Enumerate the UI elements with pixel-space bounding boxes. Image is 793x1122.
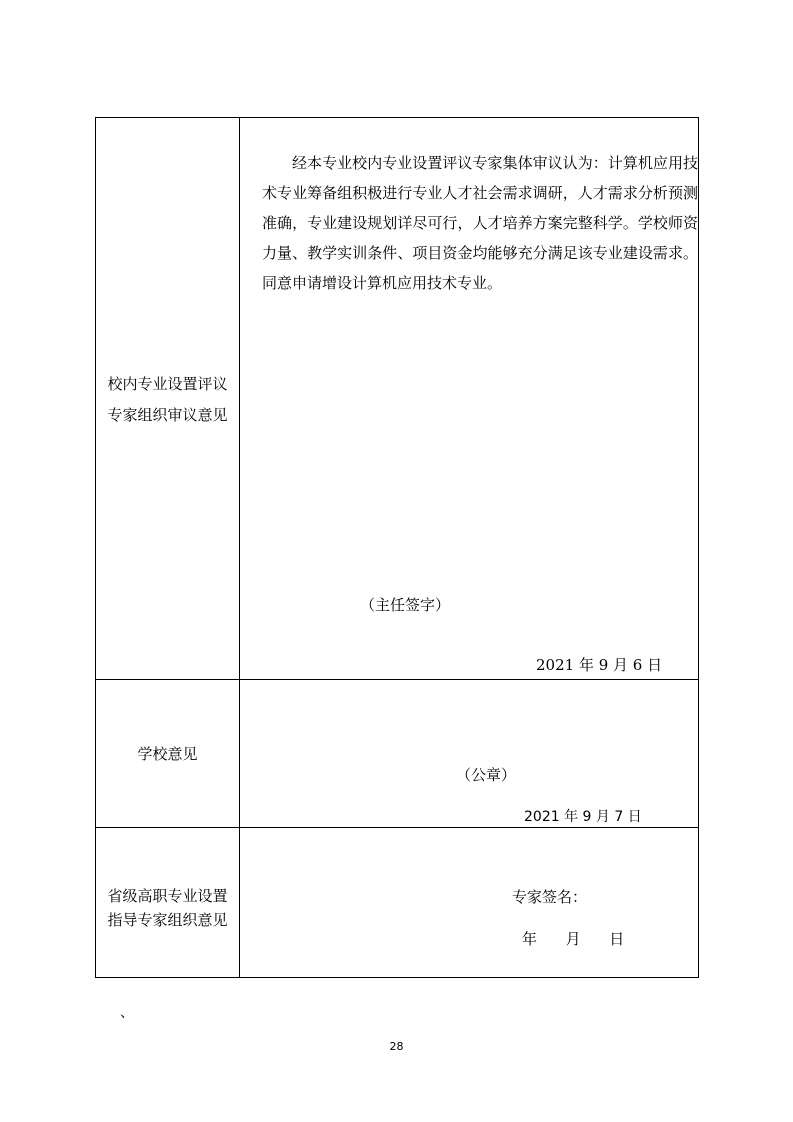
school-expert-review-content-cell: [240, 118, 698, 679]
school-opinion-date: 2021 年 9 月 7 日: [524, 809, 642, 825]
school-expert-review-label-line1: 校内专业设置评议: [107, 375, 228, 393]
stray-punctuation-mark: 、: [120, 1005, 134, 1021]
provincial-expert-content-cell: [240, 828, 698, 977]
provincial-expert-label-line2: 指导专家组织意见: [107, 911, 228, 929]
director-signature-label: （主任签字）: [360, 596, 451, 614]
provincial-expert-label-cell: [96, 828, 240, 977]
approval-form-table: [95, 117, 699, 978]
expert-review-date: 2021 年 9 月 6 日: [536, 656, 663, 674]
expert-signature-label: 专家签名：: [512, 888, 588, 906]
school-opinion-label: 学校意见: [137, 745, 198, 763]
provincial-expert-row: [96, 828, 698, 977]
school-expert-review-label-line2: 专家组织审议意见: [107, 406, 228, 424]
school-opinion-content-cell: [240, 680, 698, 827]
expert-review-opinion-text: 经本专业校内专业设置评议专家集体审议认为：计算机应用技术专业筹备组积极进行专业人才社会需求调研，人才需求分析预测准确，专业建设规划详尽可行，人才培养方案完整科学。学校师资力量、教学实训条件、项目资金均能够充分满足该专业建设需求。同意申请增设计算机应用技术专业。: [262, 154, 698, 292]
official-seal-label: （公章）: [456, 766, 517, 784]
school-expert-review-row: [96, 118, 698, 680]
provincial-expert-label-line1: 省级高职专业设置: [107, 887, 228, 905]
school-opinion-row: [96, 680, 698, 828]
school-expert-review-label-cell: [96, 118, 240, 679]
provincial-expert-date: 年 月 日: [522, 930, 625, 948]
school-opinion-label-cell: [96, 680, 240, 827]
page-number: 28: [389, 1040, 404, 1053]
